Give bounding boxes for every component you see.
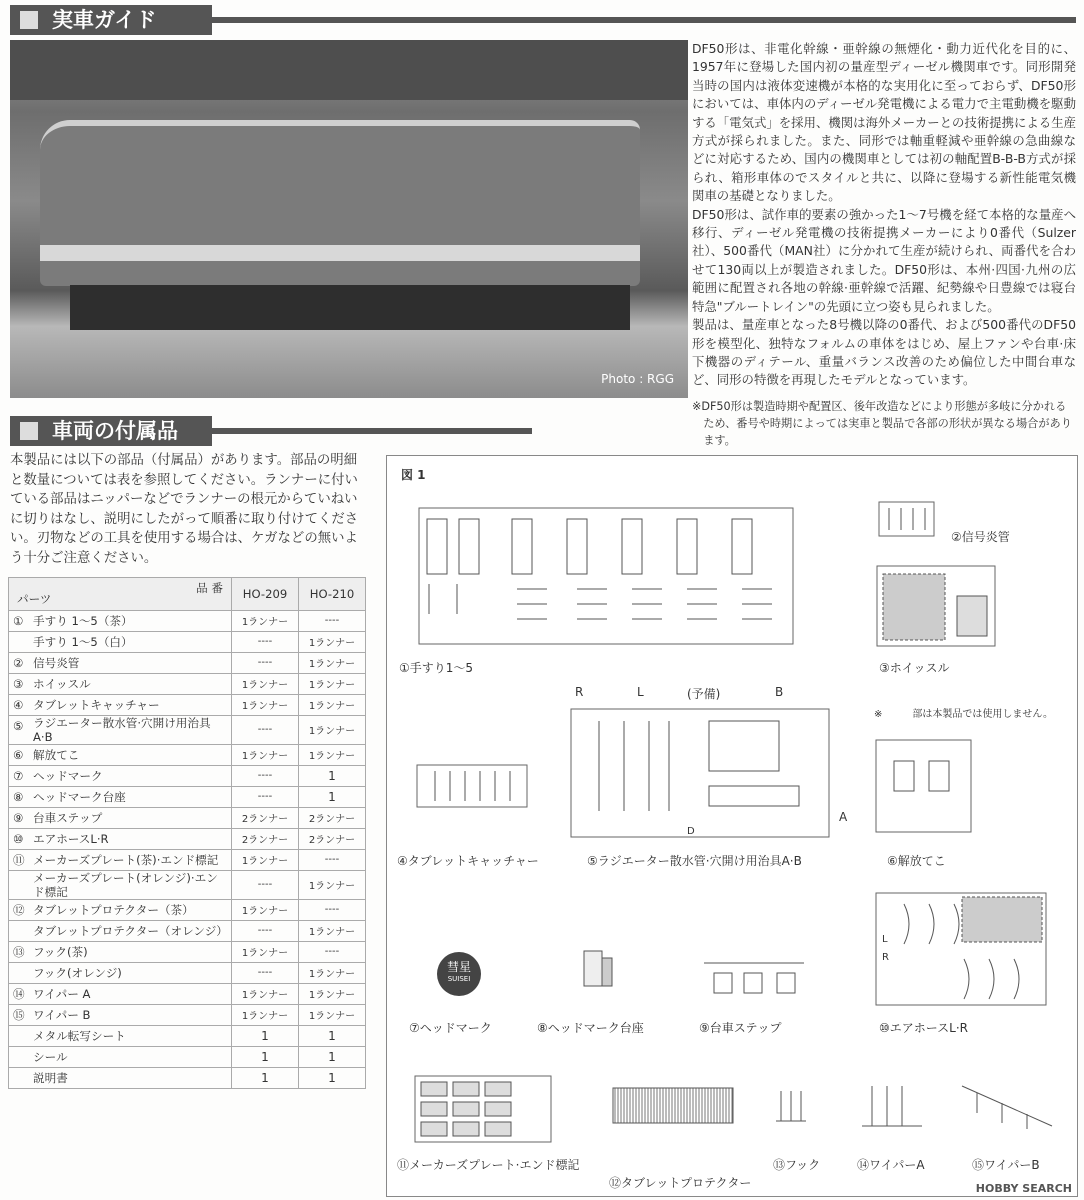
figure-title: 図 1 [401,468,426,482]
header-parts: パーツ [17,591,52,606]
qty-ho210: 1ランナー [299,962,366,983]
guide-paragraph: DF50形は、試作車的要素の強かった1～7号機を経て本格的な量産へ移行、ディーゼル発電機の技術提携メーカーにより0番代（Sulzer社）、500番代（MAN社）に分かれて生産が続けられ、両番代を合わせて130両以上が製造されました。DF50形は、本州·四国·九州の広範囲に配置され各地の幹線·亜幹線で活躍、紀勢線や日豊線では寝台特急"ブルートレイン"の先頭に立つ姿も見られました。 [692,206,1076,314]
part-number: ⑬ [13,944,25,959]
part-name: ワイパー A [33,986,91,1001]
parts-table [8,577,366,1089]
makers-plate-runner [413,1074,553,1144]
qty-ho210: 1ランナー [299,744,366,765]
part-name-cell [9,1046,232,1067]
table-row [9,673,366,694]
label-truck-step: ⑨台車ステップ [699,1021,782,1035]
qty-ho209: ---- [232,786,299,807]
part-name: タブレットキャッチャー [33,697,160,712]
part-name-cell [9,962,232,983]
divider [212,17,1076,23]
qty-ho209: 1ランナー [232,899,299,920]
watermark: HOBBY SEARCH [972,1181,1076,1196]
photo-caption: Photo : RGG [601,372,674,386]
table-row [9,744,366,765]
part-name: タブレットプロテクター（茶） [33,902,194,917]
radiator-runner [569,701,834,841]
part-name: 台車ステップ [33,810,103,825]
divider [212,428,532,434]
qty-ho209: 1 [232,1067,299,1088]
table-row [9,828,366,849]
qty-ho209: 1ランナー [232,1004,299,1025]
parts-column [8,451,368,1089]
qty-ho210: 1ランナー [299,652,366,673]
part-name-cell [9,673,232,694]
hook-runner [771,1086,811,1126]
qty-ho209: ---- [232,652,299,673]
label-headmark: ⑦ヘッドマーク [409,1021,492,1035]
part-number: ③ [13,676,24,691]
part-name-cell [9,631,232,652]
part-name: 手すり 1～5（白） [33,634,133,649]
runner-mark-d: D [687,826,695,837]
signal-runner [877,498,937,540]
part-number: ⑥ [13,747,24,762]
tablet-catcher-runner [415,761,530,811]
label-radiator: ⑤ラジエーター散水管·穴開け用治具A·B [587,854,802,868]
parts-heading: 車両の付属品 [10,416,212,446]
headmark-image [437,952,481,996]
qty-ho210: 2ランナー [299,828,366,849]
qty-ho210: 1ランナー [299,631,366,652]
part-name-cell [9,983,232,1004]
guide-paragraph: DF50形は、非電化幹線・亜幹線の無煙化・動力近代化を目的に、1957年に登場した国内初の量産型ディーゼル機関車です。同形開発当時の国内は液体変速機が本格的な実用化に至っておらず、DF50形においては、車体内のディーゼル発電機による電力で主電動機を駆動する「電気式」を採用、機関は海外メーカーとの技術提携による生産方式が採られました。また、同形では軸重軽減や亜幹線の急曲線などに対応するため、国内の機関車としては初の軸配置B-B-B方式が採られ、箱形車体のでスタイルと共に、以降に登場する新性能電気機関車の基礎となりました。 [692,41,1076,204]
part-name: メタル転写シート [33,1028,126,1043]
table-row [9,1025,366,1046]
qty-ho210: 1ランナー [299,870,366,899]
qty-ho210: 1ランナー [299,715,366,744]
label-headmark-base: ⑧ヘッドマーク台座 [537,1021,644,1035]
label-uncoupling-lever: ⑥解放てこ [887,854,946,868]
part-name: タブレットプロテクター（オレンジ） [33,923,228,938]
table-row [9,962,366,983]
part-number: ⑤ [13,718,24,733]
part-name-cell [9,744,232,765]
label-signal: ②信号炎管 [951,530,1010,544]
part-name-cell [9,786,232,807]
guide-column [692,40,1076,449]
qty-ho210: 1 [299,786,366,807]
table-row [9,715,366,744]
table-row [9,807,366,828]
qty-ho209: 1ランナー [232,744,299,765]
label-wiper-a: ⑭ワイパーA [857,1158,925,1172]
qty-ho209: 2ランナー [232,807,299,828]
headmark-base-image [579,946,619,991]
part-name: ワイパー B [33,1007,91,1022]
table-row [9,849,366,870]
qty-ho209: 1ランナー [232,941,299,962]
qty-ho210: 1 [299,1025,366,1046]
qty-ho210: 2ランナー [299,807,366,828]
table-row [9,652,366,673]
locomotive-photo [10,40,688,398]
header-cell [9,577,232,610]
table-row [9,786,366,807]
part-number: ⑨ [13,810,24,825]
qty-ho210: 1ランナー [299,1004,366,1025]
qty-ho209: 1 [232,1025,299,1046]
part-name: 解放てこ [33,747,80,762]
qty-ho209: 1 [232,1046,299,1067]
guide-note: ※DF50形は製造時期や配置区、後年改造などにより形態が多岐に分かれるため、番号や時期によっては実車と製品で各部の形状が異なる場合があります。 [692,399,1072,447]
qty-ho209: ---- [232,631,299,652]
qty-ho210: 1 [299,1046,366,1067]
part-number: ② [13,655,24,670]
part-name-cell [9,715,232,744]
table-row [9,631,366,652]
runner-mark-l: L [637,685,644,699]
part-number: ① [13,613,24,628]
label-makers-plate: ⑪メーカーズプレート·エンド標記 [397,1158,580,1172]
qty-ho209: ---- [232,962,299,983]
headmark-roman: SUISEI [447,975,471,983]
part-name-cell [9,652,232,673]
part-name: メーカーズプレート(オレンジ)·エンド標記 [33,870,218,899]
qty-ho210: 1ランナー [299,920,366,941]
qty-ho209: 1ランナー [232,694,299,715]
header-ho210: HO-210 [299,577,366,610]
part-number: ⑦ [13,768,24,783]
part-name-cell [9,1004,232,1025]
qty-ho210: 1ランナー [299,673,366,694]
table-row [9,899,366,920]
runner-mark-l: L [882,934,888,945]
label-tablet-protector: ⑫タブレットプロテクター [609,1176,752,1190]
headmark-text: 彗星 [446,960,471,974]
handrail-runner [417,504,797,649]
qty-ho209: 2ランナー [232,828,299,849]
truck-step-runner [699,951,809,1001]
part-name: 信号炎管 [33,655,80,670]
label-hook: ⑬フック [773,1158,821,1172]
qty-ho210: ---- [299,849,366,870]
qty-ho209: ---- [232,920,299,941]
parts-intro: 本製品には以下の部品（付属品）があります。部品の明細と数量については表を参照してください。ランナーに付いている部品はニッパーなどでランナーの根元からていねいに切りはなし、説明にしたがって順番に取り付けてください。刃物などの工具を使用する場合は、ケガなどの無いよう十分ご注意ください。 [10,453,359,566]
runner-mark-a: A [839,810,848,824]
label-wiper-b: ⑮ワイパーB [972,1158,1040,1172]
part-name-cell [9,849,232,870]
part-name: フック(茶) [33,944,88,959]
label-whistle: ③ホイッスル [879,661,950,675]
part-name: メーカーズプレート(茶)·エンド標記 [33,852,219,867]
part-number: ⑧ [13,789,24,804]
part-name-cell [9,899,232,920]
qty-ho210: 1ランナー [299,694,366,715]
part-name-cell [9,610,232,631]
part-name: ラジエーター散水管·穴開け用治具A·B [33,715,211,744]
part-name-cell [9,807,232,828]
runner-mark-r: R [882,952,889,963]
part-name-cell [9,1067,232,1088]
part-name: ヘッドマーク [33,768,103,783]
runner-mark-b: B [775,685,784,699]
part-number: ⑮ [13,1007,25,1022]
part-name-cell [9,870,232,899]
qty-ho209: ---- [232,715,299,744]
part-name: ヘッドマーク台座 [33,789,126,804]
label-air-hose: ⑩エアホースL·R [879,1021,968,1035]
part-number: ⑭ [13,986,25,1001]
table-row [9,610,366,631]
part-name: フック(オレンジ) [33,965,122,980]
qty-ho210: 1 [299,1067,366,1088]
part-name-cell [9,694,232,715]
figure-1 [386,455,1078,1197]
part-name: 手すり 1～5（茶） [33,613,133,628]
qty-ho209: 1ランナー [232,983,299,1004]
header-number: 品 番 [196,580,223,595]
table-row [9,1067,366,1088]
table-row [9,920,366,941]
qty-ho210: 1ランナー [299,983,366,1004]
runner-mark-r: R [575,685,584,699]
qty-ho209: ---- [232,870,299,899]
part-name-cell [9,765,232,786]
table-row [9,983,366,1004]
qty-ho209: 1ランナー [232,849,299,870]
uncoupling-lever-runner [874,736,974,836]
part-name: 説明書 [33,1070,68,1085]
part-name: シール [33,1049,68,1064]
table-row [9,765,366,786]
runner-mark-spare: (予備) [687,687,721,701]
guide-heading: 実車ガイド [10,5,212,35]
part-name: ホイッスル [33,676,91,691]
part-name-cell [9,920,232,941]
table-row [9,1046,366,1067]
air-hose-runner [874,889,1049,1009]
qty-ho210: ---- [299,941,366,962]
qty-ho210: 1 [299,765,366,786]
part-number: ⑩ [13,831,24,846]
wiper-b-runner [957,1081,1057,1131]
table-row [9,870,366,899]
table-header [9,577,366,610]
table-row [9,941,366,962]
part-number: ④ [13,697,24,712]
qty-ho209: 1ランナー [232,610,299,631]
wiper-a-runner [857,1081,927,1131]
guide-paragraph: 製品は、量産車となった8号機以降の0番代、および500番代のDF50形を模型化、独特なフォルムの車体をはじめ、屋上ファンや台車·床下機器のディテール、重量バランス改善のため偏位した中間台車など、同形の特徴を再現したモデルとなっています。 [692,317,1076,388]
table-row [9,1004,366,1025]
qty-ho210: ---- [299,610,366,631]
header-ho209: HO-209 [232,577,299,610]
qty-ho209: 1ランナー [232,673,299,694]
part-name: エアホースL·R [33,831,109,846]
qty-ho209: ---- [232,765,299,786]
unused-note: ※ 部は本製品では使用しません。 [874,709,1053,720]
guide-text [692,40,1076,390]
part-name-cell [9,1025,232,1046]
table-row [9,694,366,715]
label-handrail: ①手すり1～5 [399,661,474,675]
label-tablet-catcher: ④タブレットキャッチャー [397,854,539,868]
part-name-cell [9,828,232,849]
part-number: ⑫ [13,902,25,917]
whistle-runner [875,556,1000,656]
qty-ho210: ---- [299,899,366,920]
tablet-protector-runner [611,1086,736,1126]
part-number: ⑪ [13,852,25,867]
part-name-cell [9,941,232,962]
